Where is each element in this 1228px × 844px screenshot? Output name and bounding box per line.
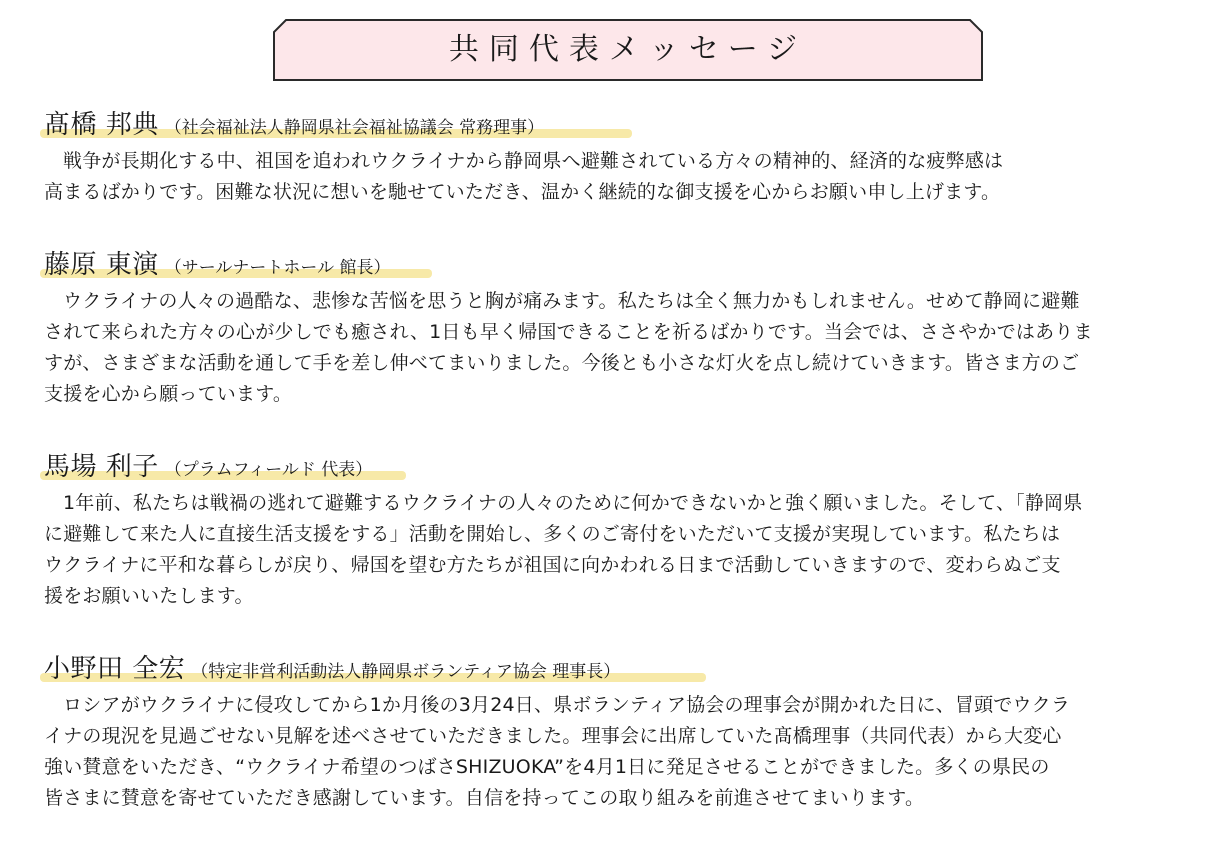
title-banner [272, 18, 984, 82]
person-name: 馬場 利子 [44, 452, 159, 482]
message-section-baba [44, 446, 1194, 612]
page-title: 共同代表メッセージ [448, 32, 808, 67]
message-body: 1年前、私たちは戦禍の逃れて避難するウクライナの人々のために何かできないかと強く願いました。そして、「静岡県 に避難して来た人に直接生活支援をする」活動を開始し、多くのご寄付をいただいて支援が実現しています。私たちは ウクライナに平和な暮らしが戻り、帰国を望む方たちが祖国に向かわれる日まで活動していきますので、変わらぬご支 援をお願いいたします。 [44, 492, 1083, 607]
message-body: 戦争が長期化する中、祖国を追われウクライナから静岡県へ避難されている方々の精神的、経済的な疲弊感は 高まるばかりです。困難な状況に想いを馳せていただき、温かく継続的な御支援を心からお願い申し上げます。 [44, 150, 1004, 203]
person-name: 小野田 全宏 [44, 654, 186, 684]
person-affiliation: （サールナートホール 館長） [164, 258, 391, 278]
message-section-onoda [44, 648, 1194, 814]
person-name: 髙橋 邦典 [44, 110, 159, 140]
person-affiliation: （プラムフィールド 代表） [164, 460, 373, 480]
message-body: ウクライナの人々の過酷な、悲惨な苦悩を思うと胸が痛みます。私たちは全く無力かもしれません。せめて静岡に避難 されて来られた方々の心が少しでも癒され、1日も早く帰国できることを祈るばかりです。当会では、ささやかではありま すが、さまざまな活動を通して手を差し伸べてまいりました。今後とも小さな灯火を点し続けていきます。皆さま方のご 支援を心から願っています。 [44, 290, 1093, 405]
name-line [44, 104, 1194, 144]
person-affiliation: （特定非営利活動法人静岡県ボランティア協会 理事長） [191, 662, 621, 682]
name-line [44, 446, 1194, 486]
name-line [44, 244, 1194, 284]
message-section-fujiwara [44, 244, 1194, 410]
person-name: 藤原 東演 [44, 250, 159, 280]
name-line [44, 648, 1194, 688]
message-body: ロシアがウクライナに侵攻してから1か月後の3月24日、県ボランティア協会の理事会が開かれた日に、冒頭でウクラ イナの現況を見過ごせない見解を述べさせていただきました。理事会に出席していた髙橋理事（共同代表）から大変心 強い賛意をいただき、“ウクライナ希望のつばさSHIZUOKA”を4月1日に発足させることができました。多くの県民の 皆さまに賛意を寄せていただき感謝しています。自信を持ってこの取り組みを前進させてまいります。 [44, 694, 1071, 809]
person-affiliation: （社会福祉法人静岡県社会福祉協議会 常務理事） [164, 118, 545, 138]
message-section-takahashi [44, 104, 1194, 208]
